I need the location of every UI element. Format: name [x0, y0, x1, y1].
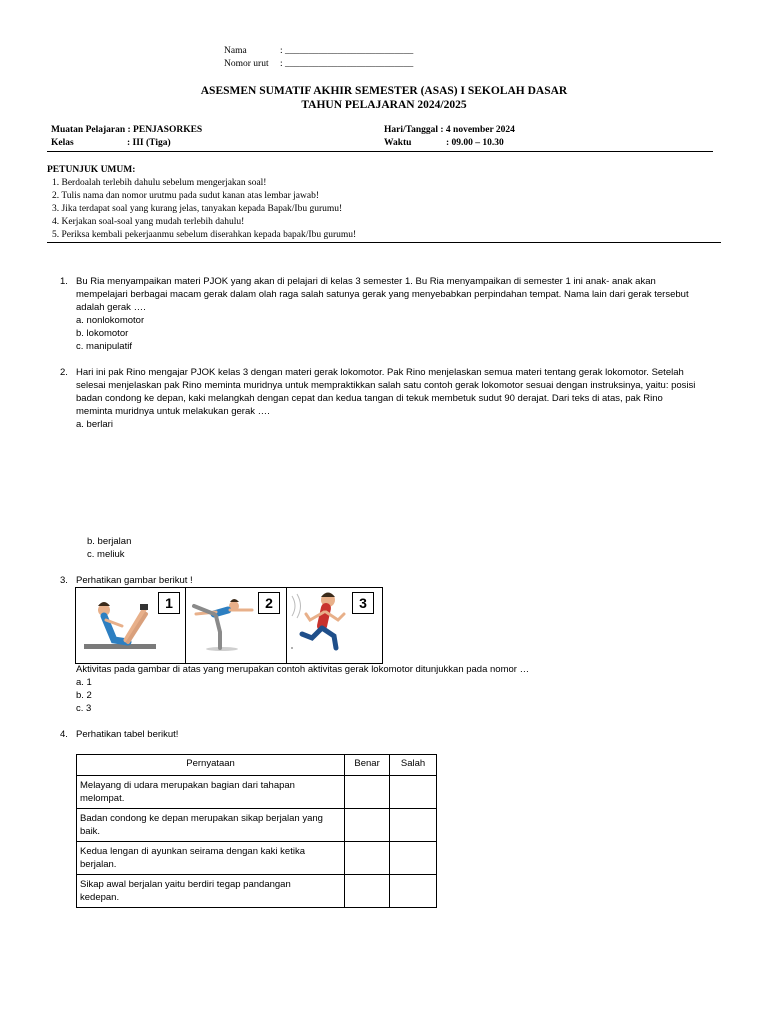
true-cell[interactable] [345, 776, 390, 809]
date-label: Hari/Tanggal : 4 november 2024 [384, 125, 515, 135]
statement-cell [77, 875, 345, 908]
running-figure-icon [288, 590, 358, 656]
instruction-item: 2. Tulis nama dan nomor urutmu pada sudut kanan atas lembar jawab! [52, 191, 320, 201]
q1-option-c: c. manipulatif [76, 341, 132, 352]
q4-table [76, 754, 437, 908]
column-header-statement: Pernyataan [77, 755, 345, 776]
true-cell[interactable] [345, 809, 390, 842]
situp-figure-icon [80, 592, 160, 654]
q2-number: 2. [60, 367, 68, 378]
false-cell[interactable] [390, 809, 437, 842]
name-label: Nama [224, 46, 247, 56]
q3-image-number-2: 2 [258, 592, 280, 614]
statement-line: baik. [80, 826, 101, 837]
table-row [77, 809, 437, 842]
instructions-heading: PETUNJUK UMUM: [47, 165, 136, 175]
instruction-item: 4. Kerjakan soal-soal yang mudah terlebih dahulu! [52, 217, 245, 227]
q4-number: 4. [60, 729, 68, 740]
statement-cell [77, 776, 345, 809]
statement-line: Badan condong ke depan merupakan sikap berjalan yang [80, 813, 323, 824]
statement-line: Melayang di udara merupakan bagian dari tahapan [80, 780, 295, 791]
true-cell[interactable] [345, 875, 390, 908]
title-line-2: TAHUN PELAJARAN 2024/2025 [301, 99, 467, 111]
q3-image-number-1: 1 [158, 592, 180, 614]
statement-line: Sikap awal berjalan yaitu berdiri tegap pandangan [80, 879, 291, 890]
q2-option-a: a. berlari [76, 419, 113, 430]
table-row [77, 842, 437, 875]
subject-label: Muatan Pelajaran : PENJASORKES [51, 125, 203, 135]
q3-image-number-3: 3 [352, 592, 374, 614]
q1-option-a: a. nonlokomotor [76, 315, 145, 326]
title-line-1: ASESMEN SUMATIF AKHIR SEMESTER (ASAS) I SEKOLAH DASAR [200, 85, 568, 97]
q1-text-line: Bu Ria menyampaikan materi PJOK yang akan di pelajari di kelas 3 semester 1. Bu Ria menyampaikan di semester 1 ini anak- anak akan [76, 276, 656, 287]
class-label: Kelas [51, 138, 74, 148]
instructions-divider [47, 242, 721, 243]
table-header-row [77, 755, 437, 776]
table-row [77, 776, 437, 809]
statement-cell [77, 842, 345, 875]
instruction-item: 1. Berdoalah terlebih dahulu sebelum mengerjakan soal! [52, 178, 267, 188]
q2-option-b: b. berjalan [87, 536, 132, 547]
q3-option-b: b. 2 [76, 690, 92, 701]
q3-stem: Aktivitas pada gambar di atas yang merupakan contoh aktivitas gerak lokomotor ditunjukkan pada nomor … [76, 664, 530, 675]
name-blank: : ___________________________ [280, 46, 414, 56]
info-divider [47, 151, 713, 152]
statement-line: melompat. [80, 793, 125, 804]
q1-text-line: adalah gerak …. [76, 302, 146, 313]
q2-text-line: Hari ini pak Rino mengajar PJOK kelas 3 dengan materi gerak lokomotor. Pak Rino menjelaskan semua materi tentang gerak lokomotor. Setelah [76, 367, 684, 378]
statement-line: Kedua lengan di ayunkan seirama dengan kaki ketika [80, 846, 305, 857]
q3-image-divider [185, 587, 186, 663]
q3-image-divider [286, 587, 287, 663]
q3-option-c: c. 3 [76, 703, 92, 714]
column-header-false: Salah [390, 755, 437, 776]
q2-text-line: selesai menjelaskan pak Rino meminta muridnya untuk mempraktikkan salah satu contoh gerak lokomotor sesuai dengan instruksinya, yaitu: posisi [76, 380, 696, 391]
q3-number: 3. [60, 575, 68, 586]
column-header-true: Benar [345, 755, 390, 776]
time-value: : 09.00 – 10.30 [446, 138, 504, 148]
statement-line: berjalan. [80, 859, 117, 870]
statement-line: kedepan. [80, 892, 120, 903]
q2-text-line: meminta muridnya untuk melakukan gerak …. [76, 406, 270, 417]
statement-cell [77, 809, 345, 842]
instruction-item: 5. Periksa kembali pekerjaanmu sebelum diserahkan kepada bapak/Ibu gurumu! [52, 230, 357, 240]
q4-intro: Perhatikan tabel berikut! [76, 729, 179, 740]
number-label: Nomor urut [224, 59, 269, 69]
instruction-item: 3. Jika terdapat soal yang kurang jelas, tanyakan kepada Bapak/Ibu gurumu! [52, 204, 343, 214]
time-label: Waktu [384, 138, 412, 148]
table-row [77, 875, 437, 908]
false-cell[interactable] [390, 842, 437, 875]
q1-text-line: mempelajari berbagai macam gerak dalam olah raga salah satunya gerak yang menyebabkan perpindahan tempat. Nama lain dari gerak tersebut [76, 289, 689, 300]
true-cell[interactable] [345, 842, 390, 875]
q3-option-a: a. 1 [76, 677, 92, 688]
number-blank: : ___________________________ [280, 59, 414, 69]
q2-text-line: badan condong ke depan, kaki melangkah dengan cepat dan kedua tangan di tekuk membetuk sudut 90 derajat. Dari teks di atas, pak Rino [76, 393, 663, 404]
q1-option-b: b. lokomotor [76, 328, 129, 339]
false-cell[interactable] [390, 776, 437, 809]
false-cell[interactable] [390, 875, 437, 908]
q2-option-c: c. meliuk [87, 549, 125, 560]
q3-intro: Perhatikan gambar berikut ! [76, 575, 193, 586]
balance-figure-icon [190, 592, 260, 654]
class-value: : III (Tiga) [127, 138, 171, 148]
q1-number: 1. [60, 276, 68, 287]
